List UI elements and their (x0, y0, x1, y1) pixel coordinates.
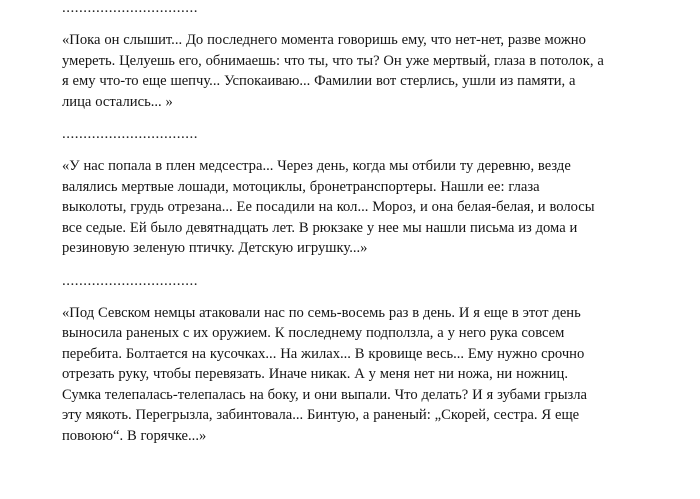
testimony-paragraph: «У нас попала в плен медсестра... Через день, когда мы отбили ту деревню, везде валялись мертвые лошади, мотоциклы, бронетранспортеры. Нашли ее: глаза выколоты, грудь отрезана... Ее посадили на кол... Мороз, и она белая-белая, и волосы все седые. Ей было девятнадцать лет. В рюкзаке у нее мы нашли письма из дома и резиновую зеленую птичку. Детскую игрушку...» (62, 158, 595, 256)
document-page (0, 2, 700, 499)
section-divider: ................................ (62, 2, 198, 16)
section-divider: ................................ (62, 274, 198, 289)
section-divider: ................................ (62, 128, 198, 142)
testimony-paragraph: «Под Севском немцы атаковали нас по семь-восемь раз в день. И я еще в этот день выносила раненых с их оружием. К последнему подползла, а у него рука совсем перебита. Болтается на кусочках... На жилах... В кровище весь... Ему нужно срочно отрезать руку, чтобы перевязать. Иначе никак. А у меня нет ни ножа, ни ножниц. Сумка телепалась-телепалась на боку, и они выпали. Что делать? И я зубами грызла эту мякоть. Перегрызла, забинтовала... Бинтую, а раненый: „Скорей, сестра. Я еще повоюю“. В горячке...» (62, 304, 588, 444)
testimony-paragraph: «Пока он слышит... До последнего момента говоришь ему, что нет-нет, разве можно умереть. Целуешь его, обнимаешь: что ты, что ты? Он уже мертвый, глаза в потолок, а я ему что-то еще шепчу... Успокаиваю... Фамилии вот стерлись, ушли из памяти, а лица остались... » (62, 32, 604, 110)
